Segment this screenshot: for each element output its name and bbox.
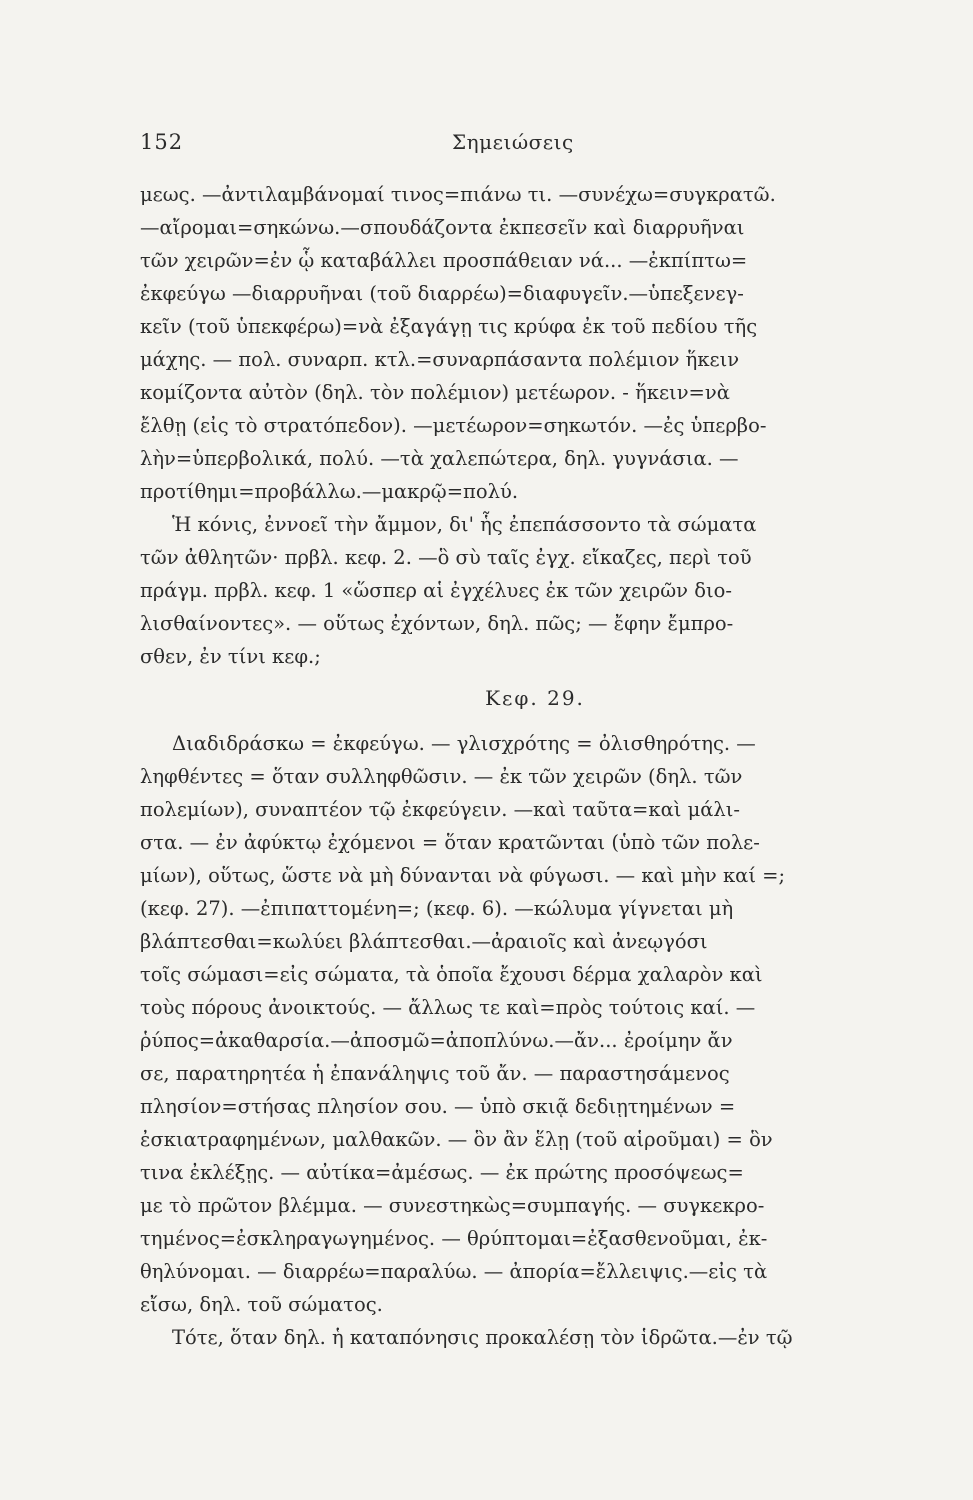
text-line: ἔλθῃ (εἰς τὸ στρατόπεδον). —μετέωρον=σηκωτόν. —ἐς ὑπερβο- <box>140 414 767 437</box>
text-line: πράγμ. πρβλ. κεφ. 1 «ὥσπερ αἱ ἐγχέλυες ἐκ τῶν χειρῶν διο- <box>140 579 732 602</box>
text-line: πλησίον=στήσας πλησίον σου. — ὑπὸ σκιᾷ δεδιῃτημένων = <box>140 1095 736 1118</box>
text-line: (κεφ. 27). —ἐπιπαττομένη=; (κεφ. 6). —κώλυμα γίγνεται μὴ <box>140 897 734 920</box>
running-head <box>140 130 900 160</box>
text-line: πολεμίων), συναπτέον τῷ ἐκφεύγειν. —καὶ ταῦτα=καὶ μάλι- <box>140 798 741 821</box>
text-line: ῥύπος=ἀκαθαρσία.—ἀποσμῶ=ἀποπλύνω.—ἄν... ἐροίμην ἄν <box>140 1029 733 1052</box>
notes-paragraph-1 <box>140 178 900 508</box>
text-line: τῶν ἀθλητῶν· πρβλ. κεφ. 2. —ὃ σὺ ταῖς ἐγχ. εἴκαζες, περὶ τοῦ <box>140 546 752 569</box>
text-line: βλάπτεσθαι=κωλύει βλάπτεσθαι.—ἀραιοῖς καὶ ἀνεῳγόσι <box>140 930 708 953</box>
text-line: ἐκφεύγω —διαρρυῆναι (τοῦ διαρρέω)=διαφυγεῖν.—ὑπεξενεγ- <box>140 282 744 305</box>
text-line: Τότε, ὅταν δηλ. ἡ καταπόνησις προκαλέσῃ τὸν ἱδρῶτα.—ἐν τῷ <box>172 1326 793 1349</box>
text-line: κομίζοντα αὐτὸν (δηλ. τὸν πολέμιον) μετέωρον. - ἥκειν=νὰ <box>140 381 730 404</box>
text-line: προτίθημι=προβάλλω.—μακρῷ=πολύ. <box>140 480 519 503</box>
text-line: τοῖς σώμασι=εἰς σώματα, τὰ ὁποῖα ἔχουσι δέρμα χαλαρὸν καὶ <box>140 963 763 986</box>
chapter-heading: Κεφ. 29. <box>485 686 585 710</box>
text-line: μεως. —ἀντιλαμβάνομαί τινος=πιάνω τι. —συνέχω=συγκρατῶ. <box>140 183 776 206</box>
page-number: 152 <box>140 130 184 154</box>
text-line: θηλύνομαι. — διαρρέω=παραλύω. — ἀπορία=ἔλλειψις.—εἰς τὰ <box>140 1260 768 1283</box>
text-line: —αἴρομαι=σηκώνω.—σπουδάζοντα ἐκπεσεῖν καὶ διαρρυῆναι <box>140 216 745 239</box>
text-line: Διαδιδράσκω = ἐκφεύγω. — γλισχρότης = ὀλισθηρότης. — <box>172 732 756 755</box>
text-line: τῶν χειρῶν=ἐν ᾧ καταβάλλει προσπάθειαν νά... —ἐκπίπτω= <box>140 249 748 272</box>
text-line: τοὺς πόρους ἀνοικτούς. — ἄλλως τε καὶ=πρὸς τούτοις καί. — <box>140 996 756 1019</box>
text-line: τημένος=ἐσκληραγωγημένος. — θρύπτομαι=ἐξασθενοῦμαι, ἐκ- <box>140 1227 768 1250</box>
text-line: σε, παρατηρητέα ἡ ἐπανάληψις τοῦ ἄν. — παραστησάμενος <box>140 1062 730 1085</box>
text-line: λισθαίνοντες». — οὕτως ἐχόντων, δηλ. πῶς; — ἔφην ἔμπρο- <box>140 612 734 635</box>
text-line: στα. — ἐν ἀφύκτῳ ἐχόμενοι = ὅταν κρατῶνται (ὑπὸ τῶν πολε- <box>140 831 760 854</box>
notes-paragraph-4 <box>140 1321 900 1354</box>
text-line: εἴσω, δηλ. τοῦ σώματος. <box>140 1293 383 1316</box>
text-line: μίων), οὕτως, ὥστε νὰ μὴ δύνανται νὰ φύγωσι. — καὶ μὴν καί =; <box>140 864 786 887</box>
text-line: σθεν, ἐν τίνι κεφ.; <box>140 645 321 668</box>
text-line: μάχης. — πολ. συναρπ. κτλ.=συναρπάσαντα πολέμιον ἥκειν <box>140 348 740 371</box>
text-line: με τὸ πρῶτον βλέμμα. — συνεστηκὼς=συμπαγής. — συγκεκρο- <box>140 1194 765 1217</box>
text-line: λὴν=ὑπερβολικά, πολύ. —τὰ χαλεπώτερα, δηλ. γυγνάσια. — <box>140 447 739 470</box>
notes-paragraph-3 <box>140 727 900 1321</box>
text-line: τινα ἐκλέξῃς. — αὐτίκα=ἀμέσως. — ἐκ πρώτης προσόψεως= <box>140 1161 744 1184</box>
text-line: Ἡ κόνις, ἐννοεῖ τὴν ἄμμον, δι' ἧς ἐπεπάσσοντο τὰ σώματα <box>172 513 757 536</box>
notes-body <box>140 178 900 1354</box>
text-line: κεῖν (τοῦ ὑπεκφέρω)=νὰ ἐξαγάγῃ τις κρύφα ἐκ τοῦ πεδίου τῆς <box>140 315 758 338</box>
notes-paragraph-2 <box>140 508 900 673</box>
text-line: ἐσκιατραφημένων, μαλθακῶν. — ὃν ἂν ἕλῃ (τοῦ αἱροῦμαι) = ὃν <box>140 1128 773 1151</box>
section-title: Σημειώσεις <box>452 130 574 154</box>
text-line: ληφθέντες = ὅταν συλληφθῶσιν. — ἐκ τῶν χειρῶν (δηλ. τῶν <box>140 765 743 788</box>
